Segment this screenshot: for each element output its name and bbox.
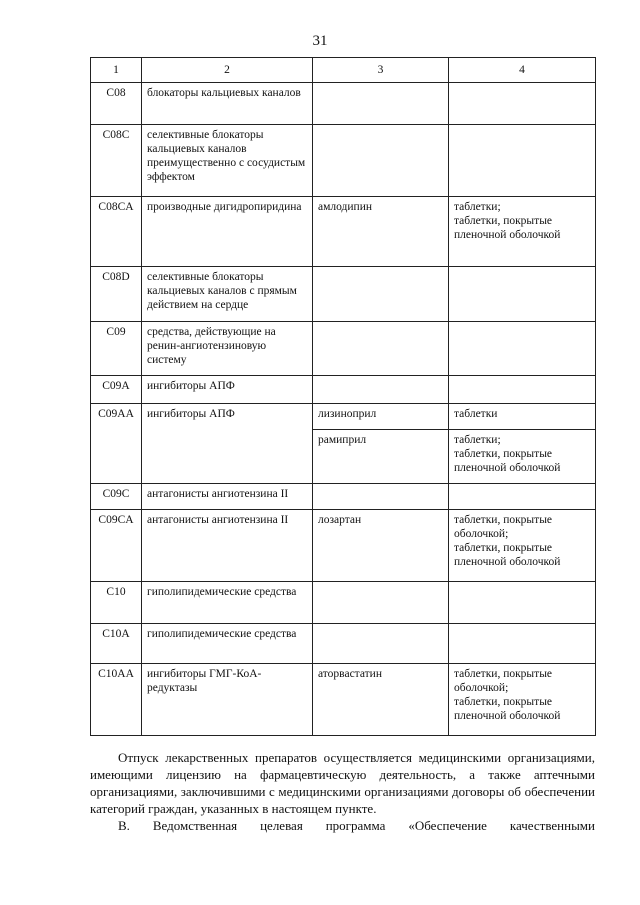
atc-code-cell: C10AA: [91, 664, 142, 736]
paragraph-dispensing: Отпуск лекарственных препаратов осуществляется медицинскими организациями, имеющими лицензию на фармацевтическую деятельность, а также аптечными организациями, заключившими с медицинскими организациями договоры об обеспечении категорий граждан, указанных в настоящем пункте.: [90, 750, 595, 816]
dosage-form-cell: таблетки; таблетки, покрытые пленочной оболочкой: [449, 197, 596, 267]
dosage-form-cell: [449, 484, 596, 510]
paragraph-program: В. Ведомственная целевая программа «Обеспечение качественными: [118, 818, 595, 833]
group-name-cell: средства, действующие на ренин-ангиотензиновую систему: [142, 322, 313, 376]
dosage-form-cell: [449, 376, 596, 404]
atc-code-cell: C10: [91, 582, 142, 624]
group-name-cell: ингибиторы АПФ: [142, 376, 313, 404]
atc-code-cell: C10A: [91, 624, 142, 664]
dosage-form-cell: таблетки, покрытые оболочкой; таблетки, покрытые пленочной оболочкой: [449, 510, 596, 582]
column-header: 1: [91, 58, 142, 83]
drug-name-cell: [313, 484, 449, 510]
table-row: [91, 376, 596, 404]
dosage-form-cell: [449, 83, 596, 125]
table-row: [91, 404, 596, 430]
table-row: [91, 484, 596, 510]
atc-code-cell: C09A: [91, 376, 142, 404]
table-row: [91, 267, 596, 322]
drug-name-cell: [313, 582, 449, 624]
dosage-form-cell: [449, 582, 596, 624]
atc-code-cell: C09C: [91, 484, 142, 510]
drug-name-cell: [313, 376, 449, 404]
column-header: 4: [449, 58, 596, 83]
drug-name-cell: [313, 83, 449, 125]
table-row: [91, 83, 596, 125]
atc-code-cell: C09: [91, 322, 142, 376]
drug-name-cell: [313, 267, 449, 322]
drug-name-cell: аторвастатин: [313, 664, 449, 736]
group-name-cell: селективные блокаторы кальциевых каналов с прямым действием на сердце: [142, 267, 313, 322]
table-row: [91, 664, 596, 736]
atc-code-cell: C08: [91, 83, 142, 125]
dosage-form-cell: таблетки; таблетки, покрытые пленочной оболочкой: [449, 430, 596, 484]
dosage-form-cell: таблетки: [449, 404, 596, 430]
group-name-cell: ингибиторы ГМГ-КоА-редуктазы: [142, 664, 313, 736]
group-name-cell: блокаторы кальциевых каналов: [142, 83, 313, 125]
drug-name-cell: лизиноприл: [313, 404, 449, 430]
drug-name-cell: [313, 322, 449, 376]
dosage-form-cell: [449, 125, 596, 197]
table-row: [91, 125, 596, 197]
drug-name-cell: рамиприл: [313, 430, 449, 484]
column-header: 3: [313, 58, 449, 83]
atc-code-cell: C09CA: [91, 510, 142, 582]
atc-code-cell: C08C: [91, 125, 142, 197]
page-number: 31: [312, 33, 328, 49]
group-name-cell: антагонисты ангиотензина II: [142, 484, 313, 510]
table-row: [91, 582, 596, 624]
table-row: [91, 510, 596, 582]
group-name-cell: производные дигидропиридина: [142, 197, 313, 267]
column-header: 2: [142, 58, 313, 83]
drug-name-cell: [313, 125, 449, 197]
atc-code-cell: C09AA: [91, 404, 142, 484]
table-row: [91, 624, 596, 664]
atc-code-cell: C08CA: [91, 197, 142, 267]
drug-classification-table: [90, 57, 596, 736]
table-row: [91, 197, 596, 267]
table-row: [91, 322, 596, 376]
group-name-cell: антагонисты ангиотензина II: [142, 510, 313, 582]
drug-name-cell: [313, 624, 449, 664]
dosage-form-cell: [449, 624, 596, 664]
group-name-cell: гиполипидемические средства: [142, 624, 313, 664]
table-header-row: [91, 58, 596, 83]
dosage-form-cell: [449, 322, 596, 376]
atc-code-cell: C08D: [91, 267, 142, 322]
dosage-form-cell: [449, 267, 596, 322]
drug-name-cell: лозартан: [313, 510, 449, 582]
dosage-form-cell: таблетки, покрытые оболочкой; таблетки, покрытые пленочной оболочкой: [449, 664, 596, 736]
group-name-cell: гиполипидемические средства: [142, 582, 313, 624]
group-name-cell: ингибиторы АПФ: [142, 404, 313, 484]
group-name-cell: селективные блокаторы кальциевых каналов преимущественно с сосудистым эффектом: [142, 125, 313, 197]
drug-name-cell: амлодипин: [313, 197, 449, 267]
